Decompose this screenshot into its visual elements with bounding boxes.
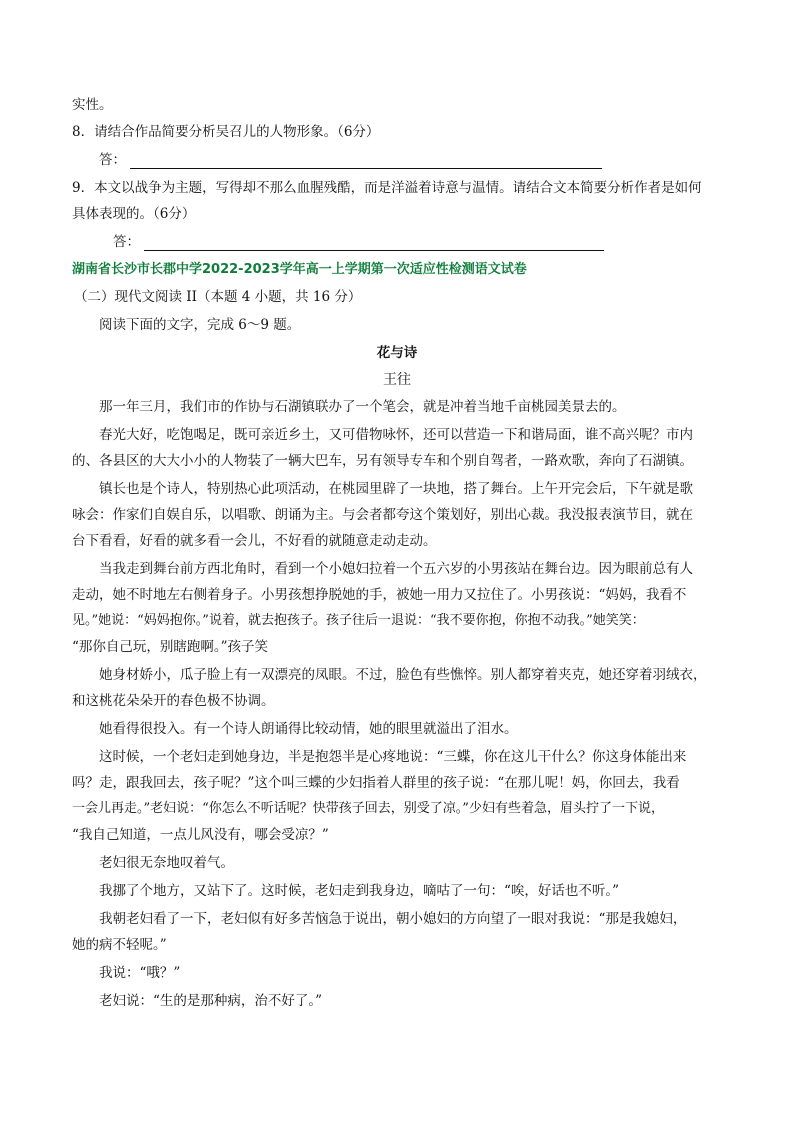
answer-underline [130, 156, 602, 169]
answer-line-9[interactable] [113, 233, 713, 251]
section-heading: （二）现代文阅读 II（本题 4 小题，共 16 分） [74, 289, 362, 305]
answer-underline [144, 238, 604, 251]
paragraph-line: 老妇说：“生的是那种病，治不好了。” [99, 993, 323, 1009]
paragraph-line: 镇长也是个诗人，特别热心此项活动，在桃园里辟了一块地，搭了舞台。上午开完会后，下午就是歌 [99, 481, 693, 497]
paragraph-line: 当我走到舞台前方西北角时，看到一个小媳妇拉着一个五六岁的小男孩站在舞台边。因为眼前总有人 [99, 561, 693, 577]
answer-label: 答： [99, 152, 126, 168]
article-author: 王往 [383, 372, 411, 388]
paragraph-line: 一会儿再走。”老妇说：“你怎么不听话呢？快带孩子回去，别受了凉。”少妇有些着急，眉头拧了一下说， [72, 801, 664, 816]
paragraph-line: 走动，她不时地左右侧着身子。小男孩想挣脱她的手，被她一用力又拉住了。小男孩说：“妈妈，我看不 [72, 587, 687, 603]
paragraph-line: 春光大好，吃饱喝足，既可亲近乡土，又可借物咏怀，还可以营造一下和谐局面，谁不高兴呢？市内 [99, 427, 693, 443]
paragraph-line: 我朝老妇看了一下，老妇似有好多苦恼急于说出，朝小媳妇的方向望了一眼对我说：“那是我媳妇， [99, 911, 687, 927]
article-title: 花与诗 [376, 345, 418, 361]
paragraph-line: 她身材娇小，瓜子脸上有一双漂亮的凤眼。不过，脸色有些憔悴。别人都穿着夹克，她还穿着羽绒衣， [99, 667, 707, 683]
paragraph-line: 这时候，一个老妇走到她身边，半是抱怨半是心疼地说：“三蝶，你在这儿干什么？你这身体能出来 [99, 749, 687, 765]
paragraph-line: 见。”她说：“妈妈抱你。”说着，就去抱孩子。孩子往后一退说：“我不要你抱，你抱不动我。”她笑笑： [72, 613, 645, 628]
paragraph-line: 我说：“哦？” [99, 965, 181, 981]
paragraph-line: “那你自己玩，别瞎跑啊。”孩子笑 [72, 639, 269, 655]
question-9-line-1: 9．本文以战争为主题，写得却不那么血腥残酷，而是洋溢着诗意与温情。请结合文本简要分析作者是如何 [72, 180, 702, 196]
paragraph-line: 吗？走，跟我回去，孩子呢？”这个叫三蝶的少妇指着人群里的孩子说：“在那儿呢！妈，你回去，我看 [72, 775, 680, 791]
paragraph-line: 的、各县区的大大小小的人物装了一辆大巴车，另有领导专车和个别自驾者，一路欢歌，奔向了石湖镇。 [72, 453, 693, 469]
answer-label: 答： [113, 234, 140, 250]
paragraph-line: 台下看看，好看的就多看一会儿，不好看的就随意走动走动。 [72, 533, 437, 549]
instruction: 阅读下面的文字，完成 6～9 题。 [99, 317, 301, 333]
question-8: 8．请结合作品简要分析吴召儿的人物形象。（6分） [72, 124, 380, 140]
paragraph-line: 她看得很投入。有一个诗人朗诵得比较动情，她的眼里就溢出了泪水。 [99, 721, 518, 737]
question-9-line-2: 具体表现的。（6分） [72, 206, 196, 222]
paragraph-line: 老妇很无奈地叹着气。 [99, 855, 234, 871]
paragraph-line: 那一年三月，我们市的作协与石湖镇联办了一个笔会，就是冲着当地千亩桃园美景去的。 [99, 399, 626, 415]
paragraph-line: “我自己知道，一点儿风没有，哪会受凉？” [72, 827, 329, 843]
paragraph-line: 和这桃花朵朵开的春色极不协调。 [72, 693, 275, 709]
paragraph-line: 我挪了个地方，又站下了。这时候，老妇走到我身边，嘀咕了一句：“唉，好话也不听。” [99, 883, 620, 899]
answer-line-8[interactable] [99, 151, 726, 169]
paragraph-line: 她的病不轻呢。” [72, 937, 167, 953]
source-title: 湖南省长沙市长郡中学2022-2023学年高一上学期第一次适应性检测语文试卷 [72, 262, 527, 277]
top-fragment: 实性。 [72, 97, 113, 113]
paragraph-line: 咏会：作家们自娱自乐，以唱歌、朗诵为主。与会者都夸这个策划好，别出心裁。我没报表演节目，就在 [72, 507, 693, 523]
